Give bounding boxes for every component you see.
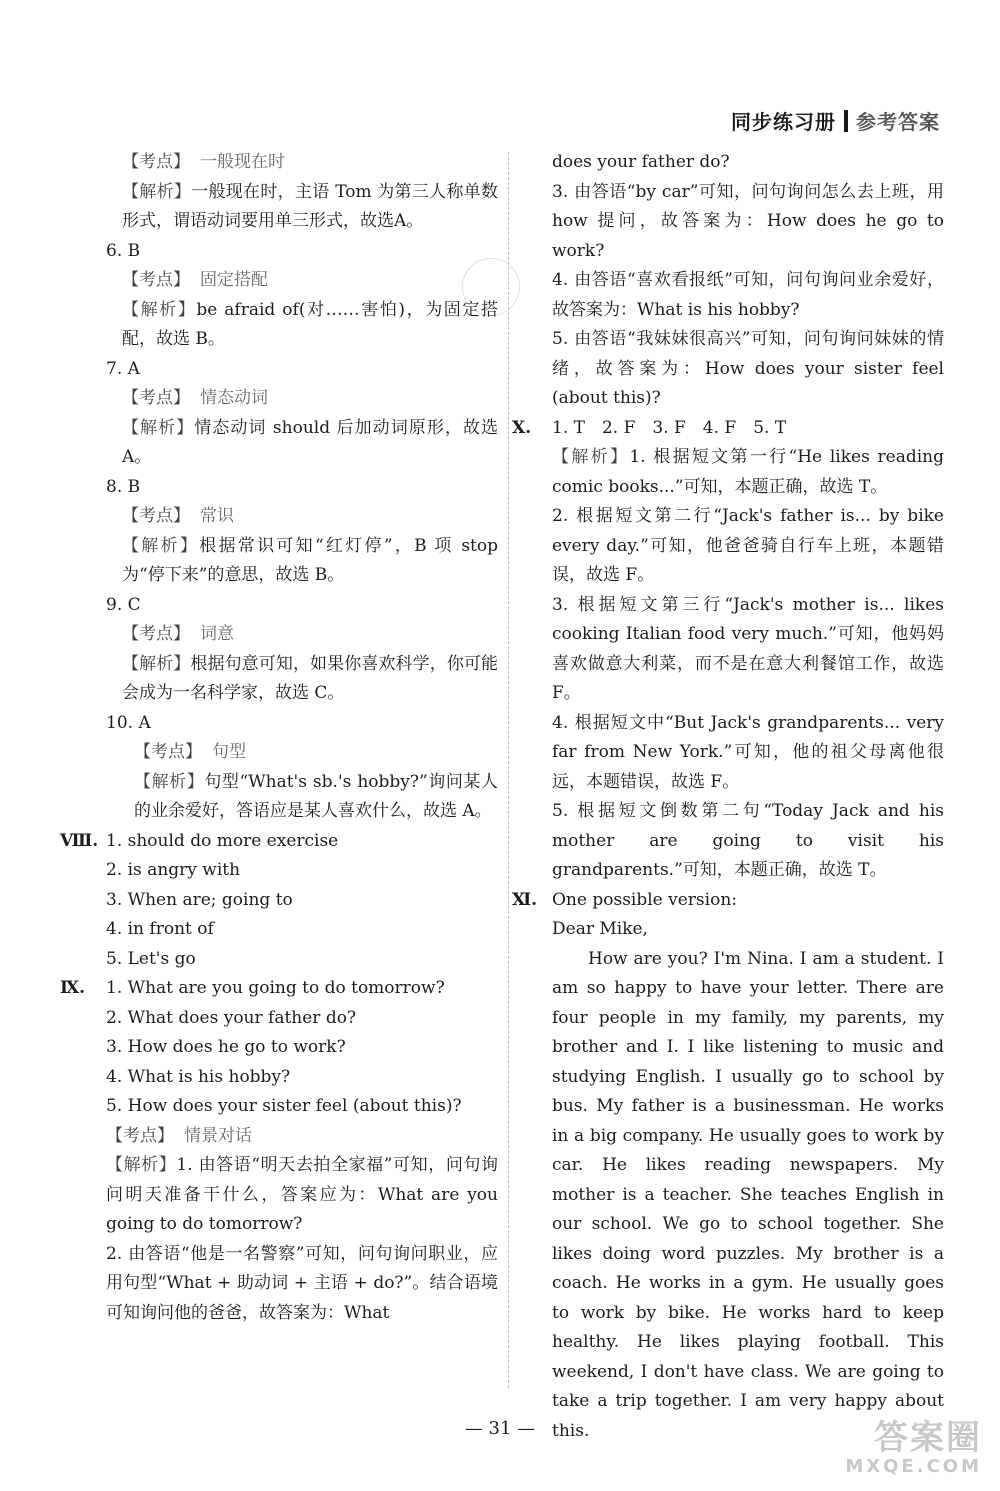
entry-tag: 【解析】 [122, 535, 200, 556]
watermark-small: MXQE.COM [845, 1456, 982, 1477]
entry-text: 一般现在时 [200, 152, 285, 172]
sec9-jiexi-4: 4. 由答语“喜欢看报纸”可知，问句询问业余爱好，故答案为：What is his hobby? [552, 270, 944, 320]
question-number: 6. B [106, 240, 141, 261]
sec8-item: 4. in front of [106, 919, 214, 939]
page-number: — 31 — [464, 1418, 536, 1439]
entry-text: 情态动词 [200, 388, 268, 408]
section-10-label: Ⅹ. [512, 417, 532, 438]
sec10-jiexi-4: 4. 根据短文中“But Jack's grandparents... very far from New York.”可知，他的祖父母离他很远，本题错误，故选 F。 [552, 712, 944, 792]
sec10-jiexi-1: 【解析】1. 根据短文第一行“He likes reading comic books...”可知，本题正确，故选 T。 [552, 447, 945, 497]
question-number: 8. B [106, 476, 141, 497]
left-entries [106, 148, 498, 827]
sec11-greeting: Dear Mike, [552, 919, 648, 939]
sec9-item: 4. What is his hobby? [106, 1066, 291, 1087]
watermark-big: 答案圈 [874, 1418, 982, 1458]
entry-tag: 【解析】 [122, 299, 197, 320]
entry-tag: 【解析】 [122, 181, 192, 202]
entry-text: 根据常识可知“红灯停”，B 项 stop 为“停下来”的意思，故选 B。 [122, 535, 498, 585]
entry-tag: 【解析】 [122, 417, 195, 438]
entry-text: 一般现在时，主语 Tom 为第三人称单数形式，谓语动词要用单三形式，故选A。 [122, 181, 499, 231]
section-10 [512, 414, 945, 886]
entry-text: 根据句意可知，如果你喜欢科学，你可能会成为一名科学家，故选 C。 [122, 653, 499, 703]
sec9-item: 1. What are you going to do tomorrow? [106, 978, 445, 998]
jiexi-line [106, 532, 498, 591]
sec10-jiexi-3: 3. 根据短文第三行“Jack's mother is... likes cooking Italian food very much.”可知，他妈妈喜欢做意大利菜，而不是在意大利餐馆工作，故选 F。 [552, 594, 944, 703]
right-column [512, 148, 945, 1446]
sec8-item: 3. When are; going to [106, 889, 293, 910]
entry-tag: 【解析】 [134, 771, 205, 792]
sec9-jiexi-3: 3. 由答语“by car”可知，问句询问怎么去上班，用 how 提问，故答案为：How does he go to work? [552, 181, 944, 261]
kaodian-line [106, 738, 498, 768]
entry-text: 常识 [200, 506, 234, 526]
sec9-item: 5. How does your sister feel (about this)? [106, 1096, 462, 1116]
entry-text: 句型“What's sb.'s hobby?”询问某人的业余爱好，答语应是某人喜欢什么，故选 A。 [134, 771, 498, 821]
entry-tag: 【考点】 [134, 742, 202, 762]
section-11 [512, 886, 944, 1447]
sec10-answers: 1. T 2. F 3. F 4. F 5. T [552, 417, 787, 438]
entry-tag: 【考点】 [122, 152, 190, 172]
sec11-intro: One possible version: [552, 889, 737, 910]
sec9-jiexi-1: 【解析】1. 由答语“明天去拍全家福”可知，问句询问明天准备干什么，答案应为：What are you going to do tomorrow? [106, 1155, 499, 1234]
kaodian-line [106, 502, 498, 532]
header-separator [844, 110, 848, 132]
entry-text: 固定搭配 [200, 270, 268, 290]
jiexi-line [106, 414, 498, 473]
left-column [60, 148, 499, 1328]
sec10-jiexi-5: 5. 根据短文倒数第二句“Today Jack and his mother are going to visit his grandparents.”可知，本题正确，故选 T。 [552, 801, 944, 880]
kaodian-line [106, 148, 498, 178]
question-number: 10. A [106, 712, 151, 733]
entry-tag: 【考点】 [122, 388, 190, 408]
header-subtitle: 参考答案 [856, 110, 940, 134]
entry-tag: 【考点】 [122, 270, 190, 290]
sec9-jiexi-5: 5. 由答语“我妹妹很高兴”可知，问句询问妹妹的情绪，故答案为：How does your sister feel (about this)? [552, 329, 944, 408]
section-9 [60, 974, 499, 1328]
sec9-jiexi-2: 2. 由答语“他是一名警察”可知，问句询问职业，应用句型“What + 助动词 + 主语 + do?”。结合语境可知询问他的爸爸，故答案为：What [106, 1243, 498, 1323]
entry-tag: 【考点】 [122, 624, 190, 644]
kaodian-line [106, 384, 498, 414]
sec11-body: How are you? I'm Nina. I am a student. I am so happy to have your letter. There are four people in my family, my parents, my brother and I. I like listening to music and studying English. I usually go to school by bus. My father is a businessman. He works in a big company. He usually goes to work by car. He likes reading newspapers. My mother is a teacher. She teaches English in our school. We go to school together. She likes doing word puzzles. My brother is a coach. He works in a gym. He usually goes to work by bike. He works hard to keep healthy. He likes playing football. This weekend, I don't have class. We are going to take a trip together. I am very happy about this. [552, 948, 944, 1441]
header-title: 同步练习册 [731, 110, 836, 134]
entry-text: 情态动词 should 后加动词原形，故选 A。 [122, 417, 499, 467]
jiexi-line [106, 178, 498, 237]
sec9-item: 2. What does your father do? [106, 1007, 357, 1028]
jiexi-line [106, 768, 498, 827]
sec10-jiexi-2: 2. 根据短文第二行“Jack's father is... by bike every day.”可知，他爸爸骑自行车上班，本题错误，故选 F。 [552, 506, 944, 585]
entry-text: 词意 [200, 624, 234, 644]
section-9-label: Ⅸ. [60, 978, 86, 998]
jiexi-line [106, 296, 498, 355]
page-header [731, 106, 940, 135]
sec8-item: 2. is angry with [106, 860, 241, 880]
section-8-label: Ⅷ. [60, 830, 99, 851]
section-8 [60, 827, 498, 975]
kaodian-line [106, 266, 498, 296]
column-divider [508, 152, 509, 1388]
jiexi-line [106, 650, 498, 709]
entry-text: be afraid of(对……害怕)，为固定搭配，故选 B。 [122, 299, 498, 349]
entry-tag: 【考点】 [122, 506, 190, 526]
question-number: 9. C [106, 594, 141, 615]
sec9-item: 3. How does he go to work? [106, 1037, 346, 1057]
sec8-item: 1. should do more exercise [106, 830, 339, 851]
watermark-logo [772, 1420, 982, 1484]
question-number: 7. A [106, 358, 140, 379]
kaodian-line [106, 620, 498, 650]
section-11-label: Ⅺ. [512, 889, 538, 910]
entry-tag: 【解析】 [122, 653, 191, 674]
sec9-jiexi-2b: does your father do? [552, 152, 730, 172]
entry-text: 句型 [212, 742, 246, 762]
sec9-kaodian: 【考点】 情景对话 [106, 1125, 252, 1146]
sec8-item: 5. Let's go [106, 948, 196, 969]
